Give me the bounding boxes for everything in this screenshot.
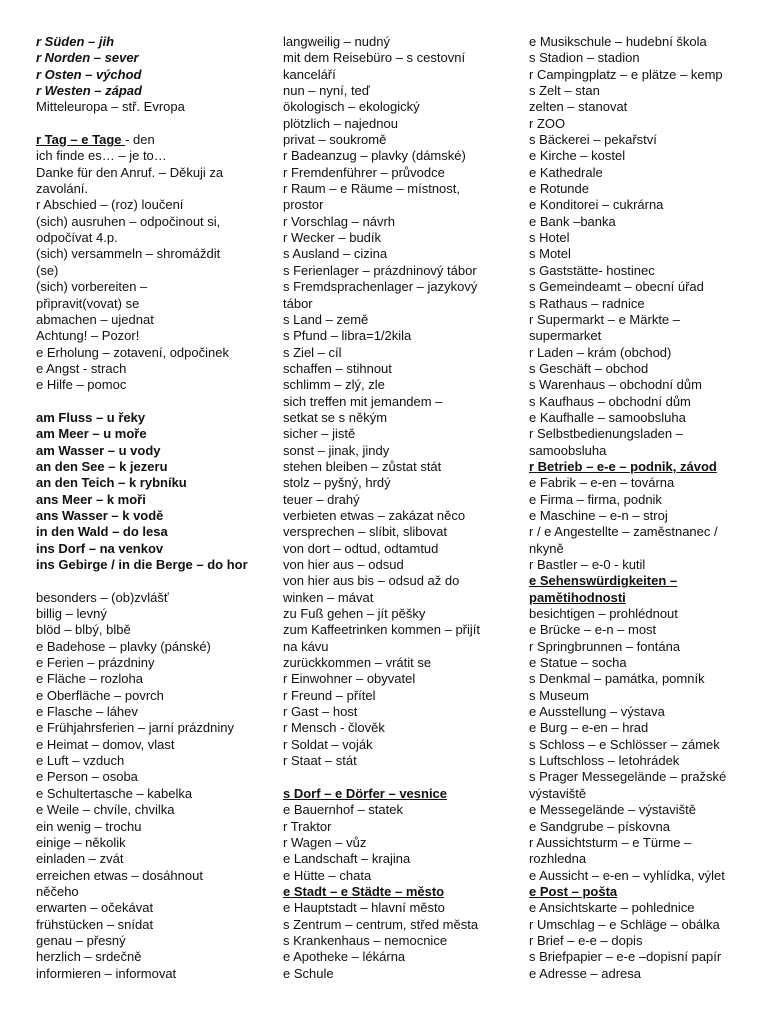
vocab-line: r Aussichtsturm – e Türme –	[529, 834, 692, 850]
vocab-line: (sich) ausruhen – odpočinout si,	[36, 213, 221, 229]
vocab-line: ich finde es… – je to…	[36, 148, 167, 164]
vocab-line: von hier aus – odsud	[283, 557, 404, 572]
vocab-line: e Aussicht – e-en – vyhlídka, výlet	[529, 867, 725, 883]
vocab-line: odpočívat 4.p.	[36, 230, 118, 246]
vocab-segment: r Tag – e Tage	[36, 132, 126, 148]
vocab-line	[36, 132, 242, 148]
vocab-line: e Hauptstadt – hlavní město	[283, 900, 445, 916]
vocab-line: s Stadion – stadion	[529, 50, 640, 66]
vocab-line: s Gemeindeamt – obecní úřad	[529, 279, 704, 295]
section-heading: r Betrieb – e-e – podnik, závod	[529, 458, 717, 474]
section-heading: s Dorf – e Dörfer – vesnice	[283, 785, 448, 801]
vocab-line: sonst – jinak, jindy	[283, 442, 390, 458]
vocab-line: s Schloss – e Schlösser – zámek	[529, 736, 720, 752]
vocab-line: e Bank –banka	[529, 213, 616, 229]
column-3	[529, 34, 741, 982]
vocab-line: winken – mávat	[283, 589, 374, 605]
vocab-line: plötzlich – najednou	[283, 115, 398, 131]
vocab-segment: - den	[125, 132, 155, 148]
vocab-line: stolz – pyšný, hrdý	[283, 475, 391, 491]
vocab-line: am Fluss – u řeky	[36, 409, 146, 425]
vocab-line: langweilig – nudný	[283, 34, 390, 49]
vocab-line: r Einwohner – obyvatel	[283, 671, 416, 687]
vocab-line: nun – nyní, teď	[283, 83, 370, 99]
vocab-line: s Gaststätte- hostinec	[529, 262, 655, 278]
vocab-line: s Zelt – stan	[529, 83, 600, 99]
vocab-line: r Brief – e-e – dopis	[529, 932, 643, 948]
vocab-line: připravit(vovat) se	[36, 295, 140, 311]
section-heading: pamětihodnosti	[529, 589, 626, 605]
vocab-line: e Erholung – zotavení, odpočinek	[36, 344, 229, 360]
vocab-line: e Schule	[283, 965, 334, 981]
vocab-line: am Meer – u moře	[36, 426, 147, 442]
vocab-line: tábor	[283, 295, 313, 311]
blank-line	[283, 769, 495, 785]
vocab-line: Danke für den Anruf. – Děkuji za	[36, 164, 224, 180]
vocab-line: samoobsluha	[529, 442, 607, 458]
vocab-line: (sich) versammeln – shromáždit	[36, 246, 221, 262]
vocab-line: nkyně	[529, 540, 564, 556]
vocab-line: stehen bleiben – zůstat stát	[283, 458, 442, 474]
vocab-line: s Museum	[529, 687, 589, 703]
vocab-line: (sich) vorbereiten –	[36, 279, 148, 295]
vocab-line: s Krankenhaus – nemocnice	[283, 932, 448, 948]
vocab-line: e Burg – e-en – hrad	[529, 720, 649, 736]
vocab-line: s Geschäft – obchod	[529, 360, 649, 376]
vocab-line: kanceláří	[283, 66, 336, 82]
vocab-line: genau – přesný	[36, 932, 126, 948]
vocab-line: prostor	[283, 197, 324, 213]
vocab-line: s Briefpapier – e-e –dopisní papír	[529, 949, 722, 965]
vocab-line: informieren – informovat	[36, 965, 177, 981]
vocab-line: billig – levný	[36, 606, 107, 622]
vocab-line: e Messegelände – výstaviště	[529, 802, 696, 818]
vocab-line: schlimm – zlý, zle	[283, 377, 385, 393]
vocab-line: r Raum – e Räume – místnost,	[283, 181, 461, 197]
vocab-line: e Angst - strach	[36, 360, 127, 376]
vocab-line: zelten – stanovat	[529, 99, 628, 115]
vocab-line: sich treffen mit jemandem –	[283, 393, 443, 409]
vocab-line: r / e Angestellte – zaměstnanec /	[529, 524, 718, 540]
vocab-line: s Prager Messegelände – pražské	[529, 769, 727, 785]
vocab-line: r Gast – host	[283, 704, 358, 720]
vocab-line: privat – soukromě	[283, 132, 387, 148]
section-heading: e Stadt – e Städte – město	[283, 883, 445, 899]
vocab-line: an den Teich – k rybníku	[36, 475, 187, 491]
vocab-line: r Wagen – vůz	[283, 834, 367, 850]
vocab-line: r Badeanzug – plavky (dámské)	[283, 148, 466, 164]
vocab-line: (se)	[36, 262, 59, 278]
vocab-line: zu Fuß gehen – jít pěšky	[283, 606, 426, 622]
vocab-line: s Kaufhaus – obchodní dům	[529, 393, 691, 409]
blank-line	[36, 394, 242, 410]
vocab-line: e Rotunde	[529, 181, 589, 197]
vocab-line: e Fabrik – e-en – továrna	[529, 475, 675, 491]
vocab-line: e Heimat – domov, vlast	[36, 736, 175, 752]
vocab-line: an den See – k jezeru	[36, 458, 168, 474]
vocab-line: versprechen – slíbit, slibovat	[283, 524, 448, 540]
vocab-line: e Ferien – prázdniny	[36, 655, 155, 671]
vocab-line: s Denkmal – památka, pomník	[529, 671, 705, 687]
vocab-line: r Springbrunnen – fontána	[529, 638, 681, 654]
vocab-line: e Firma – firma, podnik	[529, 491, 662, 507]
vocab-line: e Ansichtskarte – pohlednice	[529, 900, 695, 916]
vocab-line: besichtigen – prohlédnout	[529, 606, 678, 622]
vocab-line: s Ferienlager – prázdninový tábor	[283, 262, 477, 278]
column-2	[283, 34, 495, 982]
vocab-line: e Brücke – e-n – most	[529, 622, 657, 638]
vocab-line: r Supermarkt – e Märkte –	[529, 311, 680, 327]
vocab-line: e Adresse – adresa	[529, 965, 642, 981]
vocab-line: s Ausland – cizina	[283, 246, 388, 262]
vocab-line: zavolání.	[36, 181, 89, 197]
vocab-line: frühstücken – snídat	[36, 916, 154, 932]
vocab-line: e Konditorei – cukrárna	[529, 197, 664, 213]
vocab-line: erwarten – očekávat	[36, 900, 154, 916]
column-1	[36, 34, 248, 982]
vocab-line: e Hütte – chata	[283, 867, 372, 883]
vocab-line: r Staat – stát	[283, 753, 357, 769]
vocab-line: von dort – odtud, odtamtud	[283, 540, 439, 556]
vocab-line: r Soldat – voják	[283, 736, 373, 752]
vocab-line: einladen – zvát	[36, 851, 124, 867]
vocab-line: e Bauernhof – statek	[283, 802, 403, 818]
vocab-line: e Statue – socha	[529, 655, 627, 671]
vocab-line: zum Kaffeetrinken kommen – přijít	[283, 622, 481, 638]
vocab-line: e Oberfläche – povrch	[36, 687, 164, 703]
vocab-line: r Osten – východ	[36, 66, 142, 82]
vocab-line: r Westen – západ	[36, 83, 142, 99]
vocab-line: r Selbstbedienungsladen –	[529, 426, 683, 442]
vocab-line: erreichen etwas – dosáhnout	[36, 867, 203, 883]
vocab-line: r Abschied – (roz) loučení	[36, 197, 184, 213]
vocab-line: r Süden – jih	[36, 34, 115, 49]
vocab-line: r Wecker – budík	[283, 230, 382, 246]
vocab-line: r Norden – sever	[36, 50, 139, 66]
vocab-line: e Badehose – plavky (pánské)	[36, 638, 211, 654]
vocab-line: r Mensch - člověk	[283, 720, 385, 736]
vocab-line: r ZOO	[529, 115, 566, 131]
vocab-line: r Traktor	[283, 818, 332, 834]
vocab-line: e Maschine – e-n – stroj	[529, 507, 668, 523]
vocab-line: e Luft – vzduch	[36, 753, 125, 769]
vocab-line: ins Dorf – na venkov	[36, 540, 164, 556]
vocab-line: s Fremdsprachenlager – jazykový	[283, 279, 478, 295]
vocab-line: r Fremdenführer – průvodce	[283, 164, 445, 180]
vocab-line: schaffen – stihnout	[283, 360, 392, 376]
vocab-line: e Hilfe – pomoc	[36, 377, 127, 393]
vocab-line: e Kirche – kostel	[529, 148, 626, 164]
vocab-line: e Apotheke – lékárna	[283, 949, 406, 965]
vocab-line: s Rathaus – radnice	[529, 295, 645, 311]
vocab-line: ans Wasser – k vodě	[36, 507, 164, 523]
vocab-line: Mitteleuropa – stř. Evropa	[36, 99, 185, 115]
vocab-line: r Umschlag – e Schläge – obálka	[529, 916, 720, 932]
vocab-line: zurückkommen – vrátit se	[283, 655, 432, 671]
vocab-line: ökologisch – ekologický	[283, 99, 420, 115]
vocab-line: blöd – blbý, blbě	[36, 622, 131, 638]
vocab-line: s Land – země	[283, 311, 369, 327]
vocab-line: e Sandgrube – pískovna	[529, 818, 670, 834]
vocab-line: e Frühjahrsferien – jarní prázdniny	[36, 720, 234, 736]
vocab-line: s Luftschloss – letohrádek	[529, 753, 680, 769]
vocab-line: r Vorschlag – návrh	[283, 213, 396, 229]
vocab-line: výstaviště	[529, 785, 587, 801]
vocab-line: am Wasser – u vody	[36, 442, 161, 458]
vocab-line: r Freund – přítel	[283, 687, 376, 703]
vocab-line: s Zentrum – centrum, střed města	[283, 916, 479, 932]
vocab-line: Achtung! – Pozor!	[36, 328, 140, 344]
vocab-line: s Bäckerei – pekařství	[529, 132, 657, 148]
vocab-line: ans Meer – k moři	[36, 491, 146, 507]
vocab-line: abmachen – ujednat	[36, 311, 154, 327]
vocab-line: na kávu	[283, 638, 329, 654]
vocab-line: e Landschaft – krajina	[283, 851, 411, 867]
blank-line	[36, 573, 242, 589]
vocab-line: e Kaufhalle – samoobsluha	[529, 409, 686, 425]
vocab-line: s Ziel – cíl	[283, 344, 342, 360]
vocab-line: einige – několik	[36, 834, 126, 850]
vocab-line: besonders – (ob)zvlášť	[36, 589, 169, 605]
section-heading: e Post – pošta	[529, 883, 618, 899]
vocab-line: von hier aus bis – odsud až do	[283, 573, 460, 589]
vocab-line: sicher – jistě	[283, 426, 356, 442]
vocab-line: r Campingplatz – e plätze – kemp	[529, 66, 723, 82]
vocab-line: e Kathedrale	[529, 164, 603, 180]
vocab-line: in den Wald – do lesa	[36, 524, 168, 540]
vocab-line: s Motel	[529, 246, 571, 262]
vocab-line: s Hotel	[529, 230, 570, 246]
vocab-line: herzlich – srdečně	[36, 949, 142, 965]
vocab-line: e Person – osoba	[36, 769, 138, 785]
vocab-line: e Flasche – láhev	[36, 704, 138, 720]
vocab-line: e Schultertasche – kabelka	[36, 785, 193, 801]
vocab-line: verbieten etwas – zakázat něco	[283, 507, 466, 523]
vocab-line: s Warenhaus – obchodní dům	[529, 377, 702, 393]
vocab-line: e Musikschule – hudební škola	[529, 34, 707, 49]
vocab-line: supermarket	[529, 328, 602, 344]
vocab-line: rozhledna	[529, 851, 587, 867]
vocab-line: e Ausstellung – výstava	[529, 704, 665, 720]
vocab-line: e Fläche – rozloha	[36, 671, 143, 687]
vocab-line: r Laden – krám (obchod)	[529, 344, 672, 360]
blank-line	[36, 116, 242, 132]
vocab-line: ein wenig – trochu	[36, 818, 142, 834]
vocab-line: teuer – drahý	[283, 491, 360, 507]
vocab-line: setkat se s někým	[283, 409, 388, 425]
vocab-line: s Pfund – libra=1/2kila	[283, 328, 412, 344]
vocab-line: mit dem Reisebüro – s cestovní	[283, 50, 466, 66]
vocab-line: e Weile – chvíle, chvilka	[36, 802, 175, 818]
vocab-line: ins Gebirge / in die Berge – do hor	[36, 557, 248, 572]
vocab-line: r Bastler – e-0 - kutil	[529, 557, 646, 572]
section-heading: e Sehenswürdigkeiten –	[529, 573, 678, 589]
vocab-line: něčeho	[36, 883, 79, 899]
